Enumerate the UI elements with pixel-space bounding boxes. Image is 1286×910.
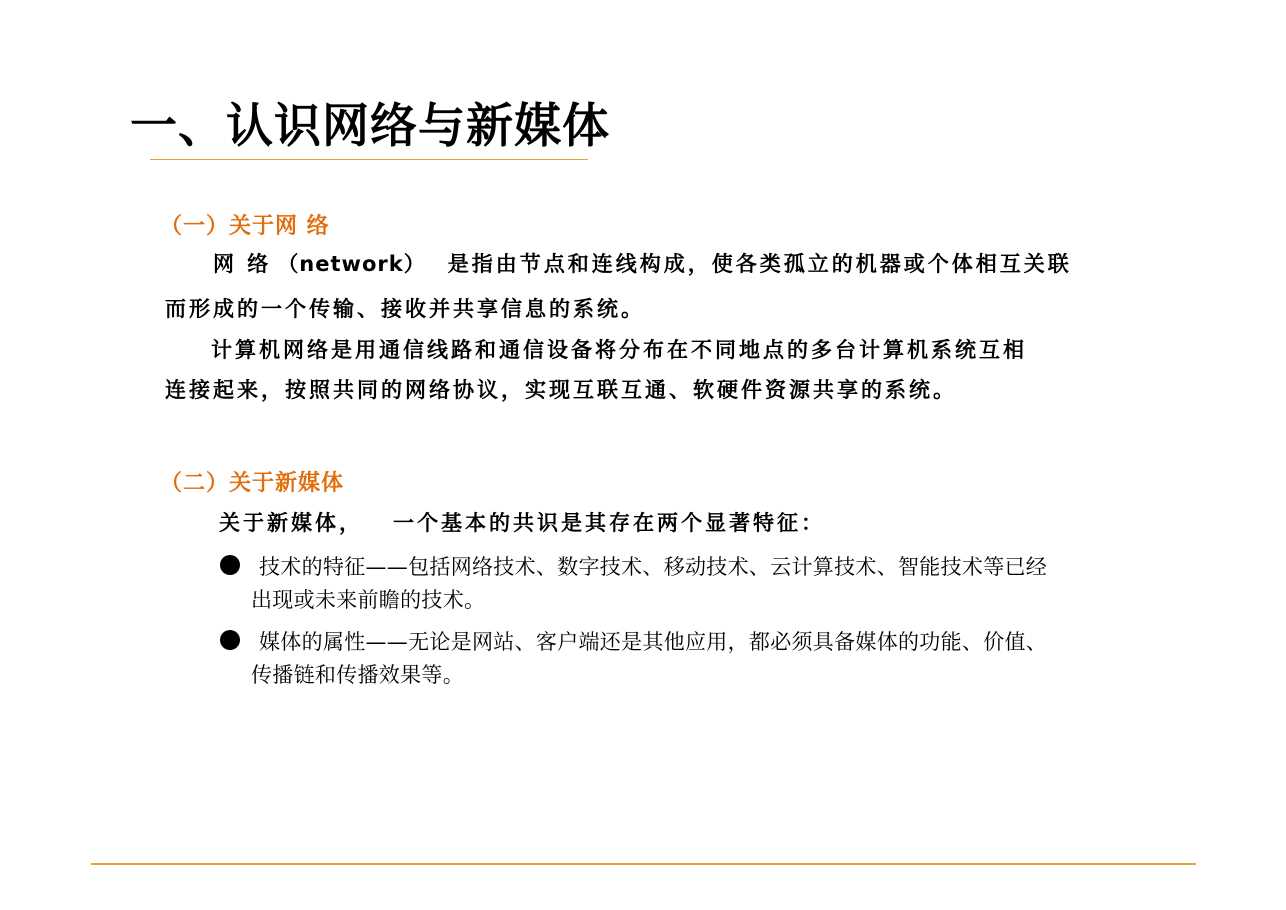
new-media-intro-text: 一个基本的共识是其存在两个显著特征： <box>393 511 825 535</box>
footer-divider <box>91 863 1196 865</box>
bullet-icon <box>220 555 240 575</box>
computer-network-line-1 <box>165 335 1155 365</box>
network-definition-text: 是指由节点和连线构成，使各类孤立的机器或个体相互关联 <box>447 252 1072 276</box>
network-definition-line-2: 而形成的一个传输、接收并共享信息的系统。 <box>165 297 645 321</box>
network-definition-line-1 <box>165 249 1155 279</box>
network-english-term: （network） <box>277 252 426 276</box>
title-underline <box>150 159 588 160</box>
new-media-intro-lead: 关于新媒体， <box>219 511 363 535</box>
section-1-heading: （一）关于网 络 <box>160 214 330 239</box>
computer-network-text: 计算机网络是用通信线路和通信设备将分布在不同地点的多台计算机系统互相 <box>211 338 1027 362</box>
bullet-text-line-1: 媒体的属性——无论是网站、客户端还是其他应用，都必须具备媒体的功能、价值、 <box>259 630 1048 654</box>
list-item-tech-feature <box>220 551 1170 617</box>
page-title: 一、认识网络与新媒体 <box>130 99 610 154</box>
bullet-text-line-2: 出现或未来前瞻的技术。 <box>251 588 486 612</box>
new-media-intro <box>219 508 1209 538</box>
bullet-text-line-1: 技术的特征——包括网络技术、数字技术、移动技术、云计算技术、智能技术等已经 <box>259 555 1048 579</box>
bullet-text-line-2: 传播链和传播效果等。 <box>251 663 464 687</box>
bullet-icon <box>220 630 240 650</box>
network-term: 网 络 <box>213 252 272 276</box>
computer-network-line-2: 连接起来，按照共同的网络协议，实现互联互通、软硬件资源共享的系统。 <box>165 378 957 402</box>
list-item-media-attribute <box>220 626 1170 692</box>
section-2-heading: （二）关于新媒体 <box>160 471 345 496</box>
